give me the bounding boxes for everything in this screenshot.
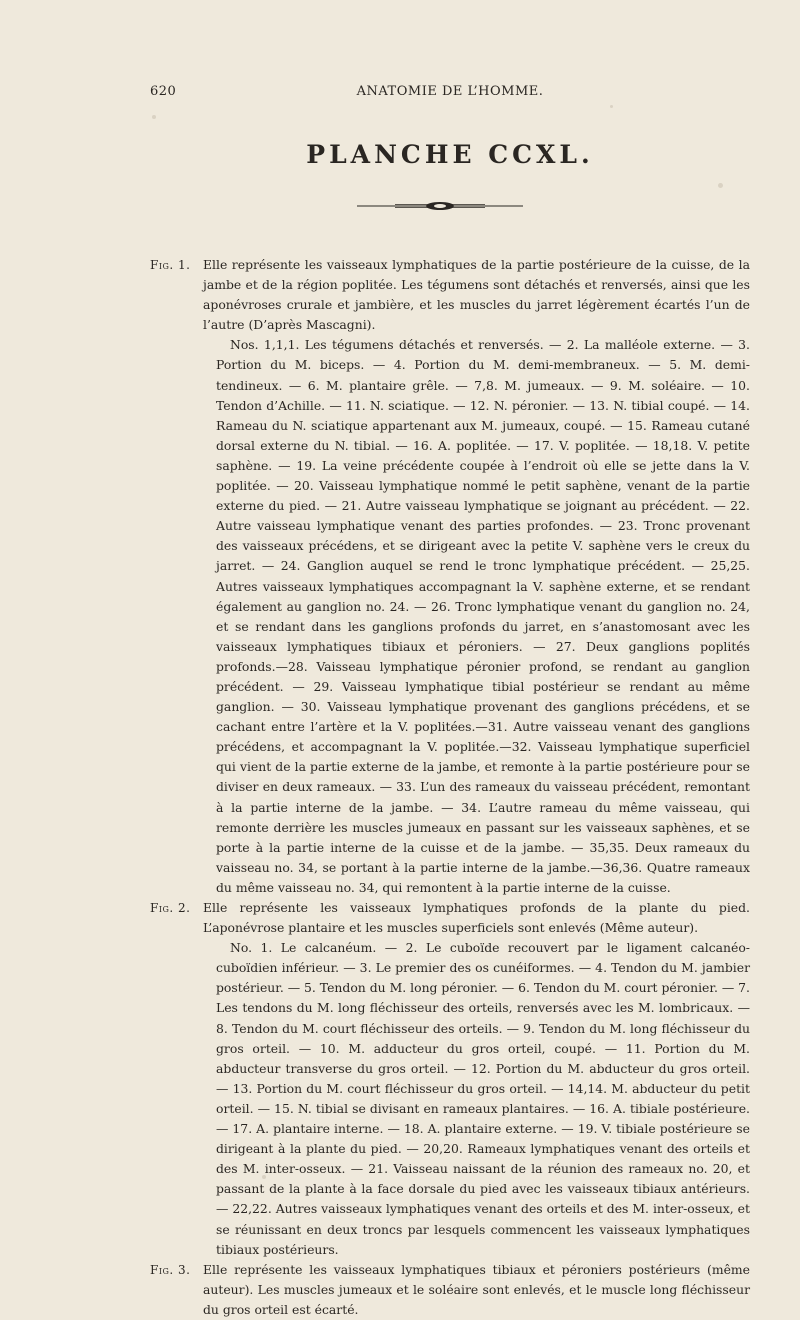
figure-1-description: Elle représente les vaisseaux lymphatiques de la partie postérieure de la cuisse, de la jambe et de la région poplitée. Les tégumens sont détachés et renversés, ainsi que les aponévroses crurale et jambière, et les muscles du jarret légèrement écartés l’un de l’autre (D’après Mascagni). [203, 257, 750, 333]
ornamental-rule-icon [355, 200, 525, 212]
figure-1-entry [150, 255, 750, 898]
foxing-spot [718, 183, 723, 188]
figure-3-label: Fig. 3. [150, 1262, 191, 1277]
figure-2-items: No. 1. Le calcanéum. — 2. Le cuboïde recouvert par le ligament calcanéo-cuboïdien inférieur. — 3. Le premier des os cunéiformes. — 4. Tendon du M. jambier postérieur. — 5. Tendon du M. long péronier. — 6. Tendon du M. court péronier. — 7. Les tendons du M. long fléchisseur des orteils, renversés avec les M. lombricaux. — 8. Tendon du M. court fléchisseur des orteils. — 9. Tendon du M. long fléchisseur du gros orteil. — 10. M. adducteur du gros orteil, coupé. — 11. Portion du M. abducteur transverse du gros orteil. — 12. Portion du M. abducteur du gros orteil. — 13. Portion du M. court fléchisseur du gros orteil. — 14,14. M. abducteur du petit orteil. — 15. N. tibial se divisant en rameaux plantaires. — 16. A. tibiale postérieure. — 17. A. plantaire interne. — 18. A. plantaire externe. — 19. V. tibiale postérieure se dirigeant à la plante du pied. — 20,20. Rameaux lymphatiques venant des orteils et des M. inter-osseux. — 21. Vaisseau naissant de la réunion des rameaux no. 20, et passant de la plante à la face dorsale du pied avec les vaisseaux tibiaux antérieurs. — 22,22. Autres vaisseaux lymphatiques venant des orteils et des M. inter-osseux, et se réunissant en deux troncs par lesquels commencent les vaisseaux lymphatiques tibiaux postérieurs. [216, 940, 750, 1257]
plate-title: PLANCHE CCXL. [306, 140, 594, 169]
figure-1-items: Nos. 1,1,1. Les tégumens détachés et renversés. — 2. La malléole externe. — 3. Portion du M. biceps. — 4. Portion du M. demi-membraneux. — 5. M. demi-tendineux. — 6. M. plantaire grêle. — 7,8. M. jumeaux. — 9. M. soléaire. — 10. Tendon d’Achille. — 11. N. sciatique. — 12. N. péronier. — 13. N. tibial coupé. — 14. Rameau du N. sciatique appartenant aux M. jumeaux, coupé. — 15. Rameau cutané dorsal externe du N. tibial. — 16. A. poplitée. — 17. V. poplitée. — 18,18. V. petite saphène. — 19. La veine précédente coupée à l’endroit où elle se jette dans la V. poplitée. — 20. Vaisseau lymphatique nommé le petit saphène, venant de la partie externe du pied. — 21. Autre vaisseau lymphatique se joignant au précédent. — 22. Autre vaisseau lymphatique venant des parties profondes. — 23. Tronc provenant des vaisseaux précédens, et se dirigeant avec la petite V. saphène vers le creux du jarret. — 24. Ganglion auquel se rend le tronc lymphatique précédent. — 25,25. Autres vaisseaux lymphatiques accompagnant la V. saphène externe, et se rendant également au ganglion no. 24. — 26. Tronc lymphatique venant du ganglion no. 24, et se rendant dans les ganglions profonds du jarret, en s’anastomosant avec les vaisseaux lymphatiques tibiaux et péroniers. — 27. Deux ganglions poplités profonds.—28. Vaisseau lymphatique péronier profond, se rendant au ganglion précédent. — 29. Vaisseau lymphatique tibial postérieur se rendant au même ganglion. — 30. Vaisseau lymphatique provenant des ganglions précédens, et se cachant entre l’artère et la V. poplitées.—31. Autre vaisseau venant des ganglions précédens, et accompagnant la V. poplitée.—32. Vaisseau lymphatique superficiel qui vient de la partie externe de la jambe, et remonte à la partie postérieure pour se diviser en deux rameaux. — 33. L’un des rameaux du vaisseau précédent, remontant à la partie interne de la jambe. — 34. L’autre rameau du même vaisseau, qui remonte derrière les muscles jumeaux en passant sur les vaisseaux saphènes, et se porte à la partie interne de la cuisse et de la jambe. — 35,35. Deux rameaux du vaisseau no. 34, se portant à la partie interne de la jambe.—36,36. Quatre rameaux du même vaisseau no. 34, qui remontent à la partie interne de la cuisse. [216, 337, 750, 895]
foxing-spot [152, 115, 156, 119]
body-text [150, 255, 750, 1320]
figure-3-entry [150, 1260, 750, 1320]
figure-2-label: Fig. 2. [150, 901, 191, 915]
figure-2-entry [150, 898, 750, 1260]
page-number: 620 [150, 84, 177, 99]
figure-3-description: Elle représente les vaisseaux lymphatiques tibiaux et péroniers postérieurs (même auteur). Les muscles jumeaux et le soléaire sont enlevés, et le muscle long fléchisseur du gros orteil est écarté. [203, 1261, 750, 1317]
figure-2-description: Elle représente les vaisseaux lymphatiques profonds de la plante du pied. L’aponévrose plantaire et les muscles superficiels sont enlevés (Même auteur). [203, 900, 750, 936]
figure-1-label: Fig. 1. [150, 258, 191, 272]
foxing-spot [610, 105, 613, 108]
running-head [150, 84, 750, 104]
running-title: ANATOMIE DE L’HOMME. [356, 84, 544, 99]
